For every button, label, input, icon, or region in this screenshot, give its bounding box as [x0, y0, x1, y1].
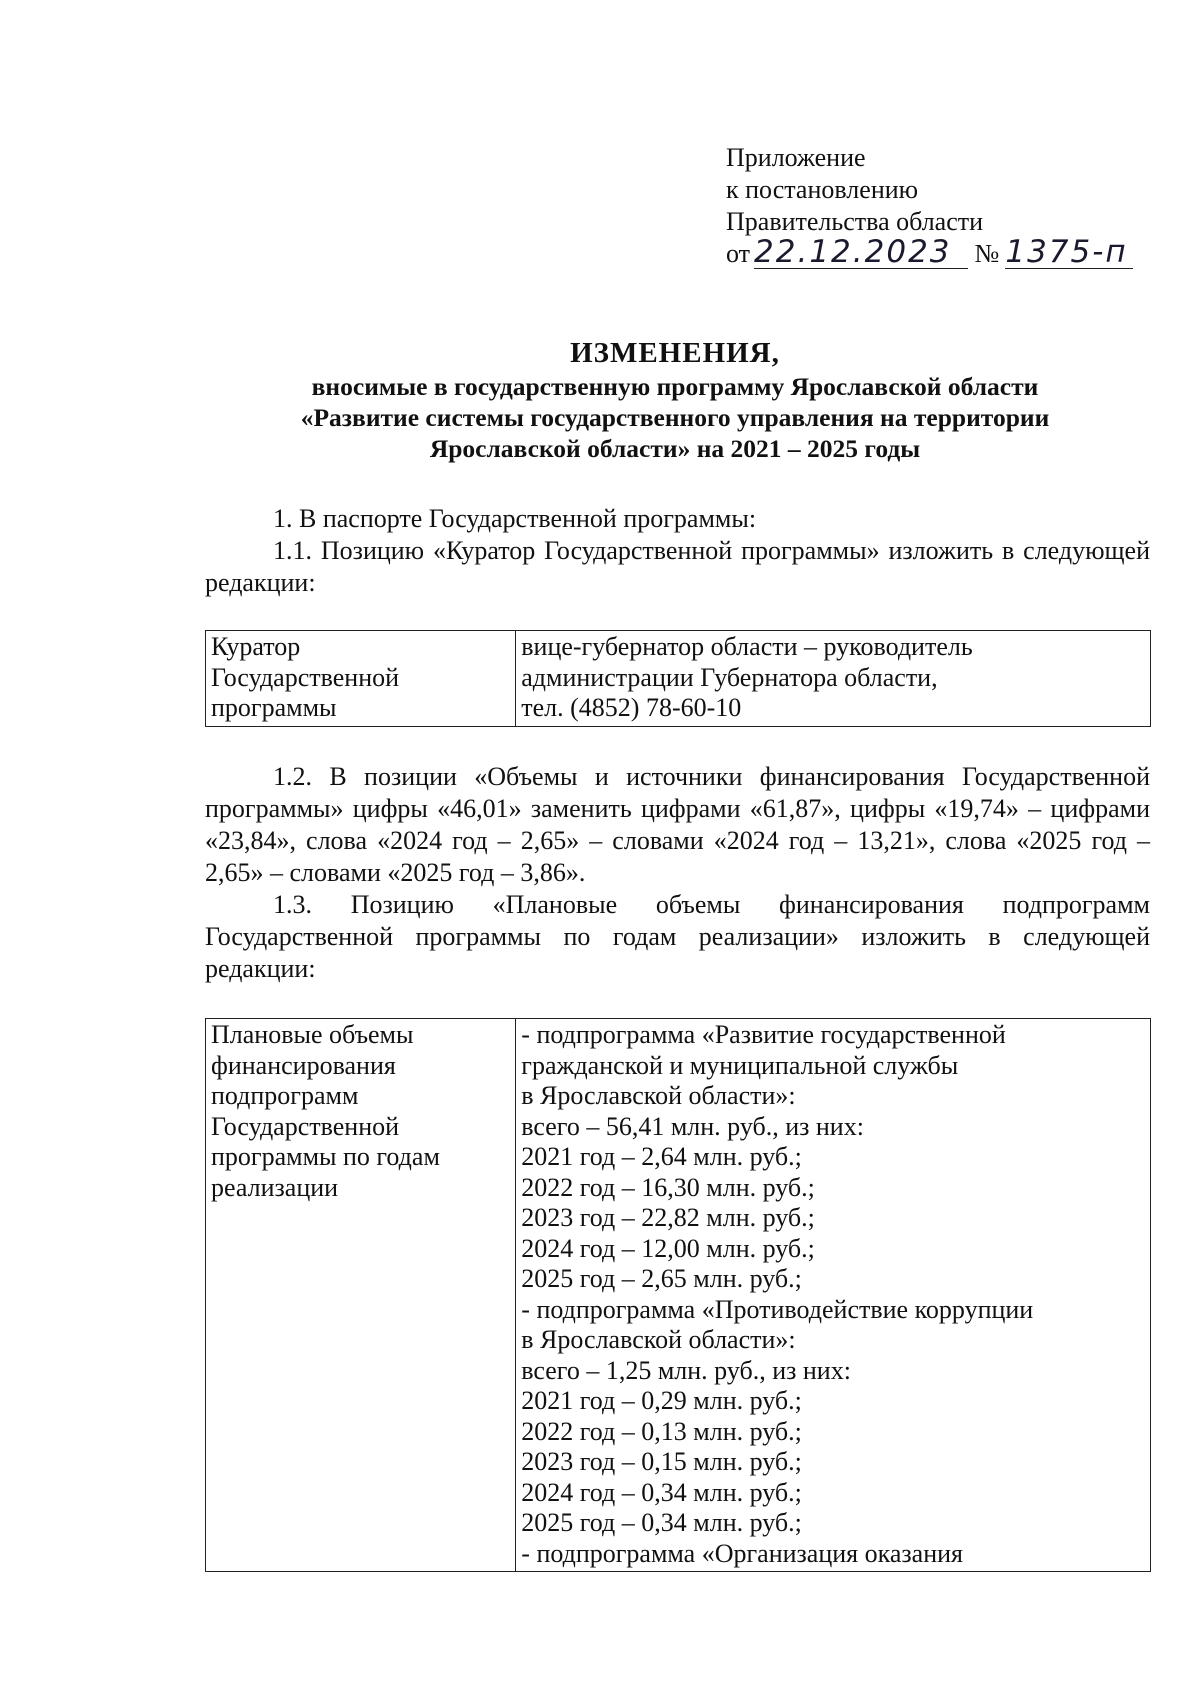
table-cell-value: [516, 631, 1151, 727]
attachment-line: Правительства области: [726, 207, 984, 236]
cell-line: финансирования: [211, 1050, 396, 1080]
date-number-line: [726, 234, 1146, 270]
cell-line: гражданской и муниципальной службы: [521, 1050, 959, 1080]
cell-line: 2025 год – 2,65 млн. руб.;: [521, 1264, 802, 1293]
cell-line: тел. (4852) 78-60-10: [521, 693, 742, 722]
cell-line: Государственной: [211, 1111, 400, 1141]
title-sub-line: Ярославской области» на 2021 – 2025 годы: [429, 434, 921, 463]
cell-line: Плановые объемы: [211, 1020, 414, 1049]
cell-line: 2023 год – 22,82 млн. руб.;: [521, 1203, 815, 1232]
attachment-line: Приложение: [726, 143, 866, 172]
attachment-line: к постановлению: [726, 175, 919, 204]
curator-table: [205, 630, 1151, 727]
cell-line: 2025 год – 0,34 млн. руб.;: [521, 1508, 802, 1537]
number-field: [1005, 234, 1133, 270]
cell-line: всего – 1,25 млн. руб., из них:: [521, 1355, 851, 1385]
cell-line: в Ярославской области»:: [521, 1081, 796, 1110]
cell-line: Куратор: [211, 632, 301, 661]
cell-line: Государственной: [211, 662, 400, 692]
document-title: [200, 335, 1150, 464]
financing-table: [205, 1018, 1151, 1572]
section-1-3: 1.3. Позицию «Плановые объемы финансирования подпрограмм Государственной программы по годам реализации» изложить в следующей редакции:: [205, 890, 1150, 983]
cell-line: программы по годам: [211, 1142, 440, 1171]
section-1: 1. В паспорте Государственной программы:: [273, 504, 757, 533]
cell-line: реализации: [211, 1172, 339, 1202]
cell-line: 2024 год – 12,00 млн. руб.;: [521, 1233, 815, 1263]
cell-line: 2024 год – 0,34 млн. руб.;: [521, 1477, 802, 1507]
title-sub-line: «Развитие системы государственного управления на территории: [300, 403, 1050, 432]
table-row: [206, 631, 1151, 727]
handwritten-number: 1375-п: [1005, 234, 1128, 270]
date-prefix: от: [726, 239, 751, 268]
cell-line: 2022 год – 16,30 млн. руб.;: [521, 1172, 815, 1202]
number-sign: №: [974, 239, 1000, 268]
cell-line: 2021 год – 2,64 млн. руб.;: [521, 1142, 802, 1171]
cell-line: 2023 год – 0,15 млн. руб.;: [521, 1447, 802, 1476]
cell-line: программы: [211, 693, 337, 722]
section-1-1: 1.1. Позицию «Куратор Государственной программы» изложить в следующей редакции:: [205, 536, 1150, 597]
cell-line: - подпрограмма «Организация оказания: [521, 1538, 964, 1568]
table-cell-label: [206, 631, 516, 727]
date-field: [754, 234, 968, 270]
cell-line: всего – 56,41 млн. руб., из них:: [521, 1111, 864, 1141]
handwritten-date: 22.12.2023: [754, 234, 952, 270]
cell-line: - подпрограмма «Противодействие коррупции: [521, 1294, 1034, 1324]
cell-line: вице-губернатор области – руководитель: [521, 632, 973, 661]
cell-line: администрации Губернатора области,: [521, 662, 938, 692]
cell-line: 2021 год – 0,29 млн. руб.;: [521, 1386, 802, 1415]
cell-line: - подпрограмма «Развитие государственной: [521, 1020, 1006, 1049]
cell-line: подпрограмм: [211, 1081, 359, 1110]
attachment-header: [726, 142, 1146, 270]
cell-line: 2022 год – 0,13 млн. руб.;: [521, 1416, 802, 1446]
cell-line: в Ярославской области»:: [521, 1325, 796, 1354]
section-1-2: 1.2. В позиции «Объемы и источники финансирования Государственной программы» цифры «46,01» заменить цифрами «61,87», цифры «19,74» – цифрами «23,84», слова «2024 год – 2,65» – словами «2024 год – 13,21», слова «2025 год – 2,65» – словами «2025 год – 3,86».: [205, 762, 1150, 887]
title-sub-line: вносимые в государственную программу Ярославской области: [311, 372, 1039, 401]
table-cell-label: [206, 1019, 516, 1572]
title-main: ИЗМЕНЕНИЯ,: [570, 337, 780, 369]
table-row: [206, 1019, 1151, 1572]
table-cell-value: [516, 1019, 1151, 1572]
